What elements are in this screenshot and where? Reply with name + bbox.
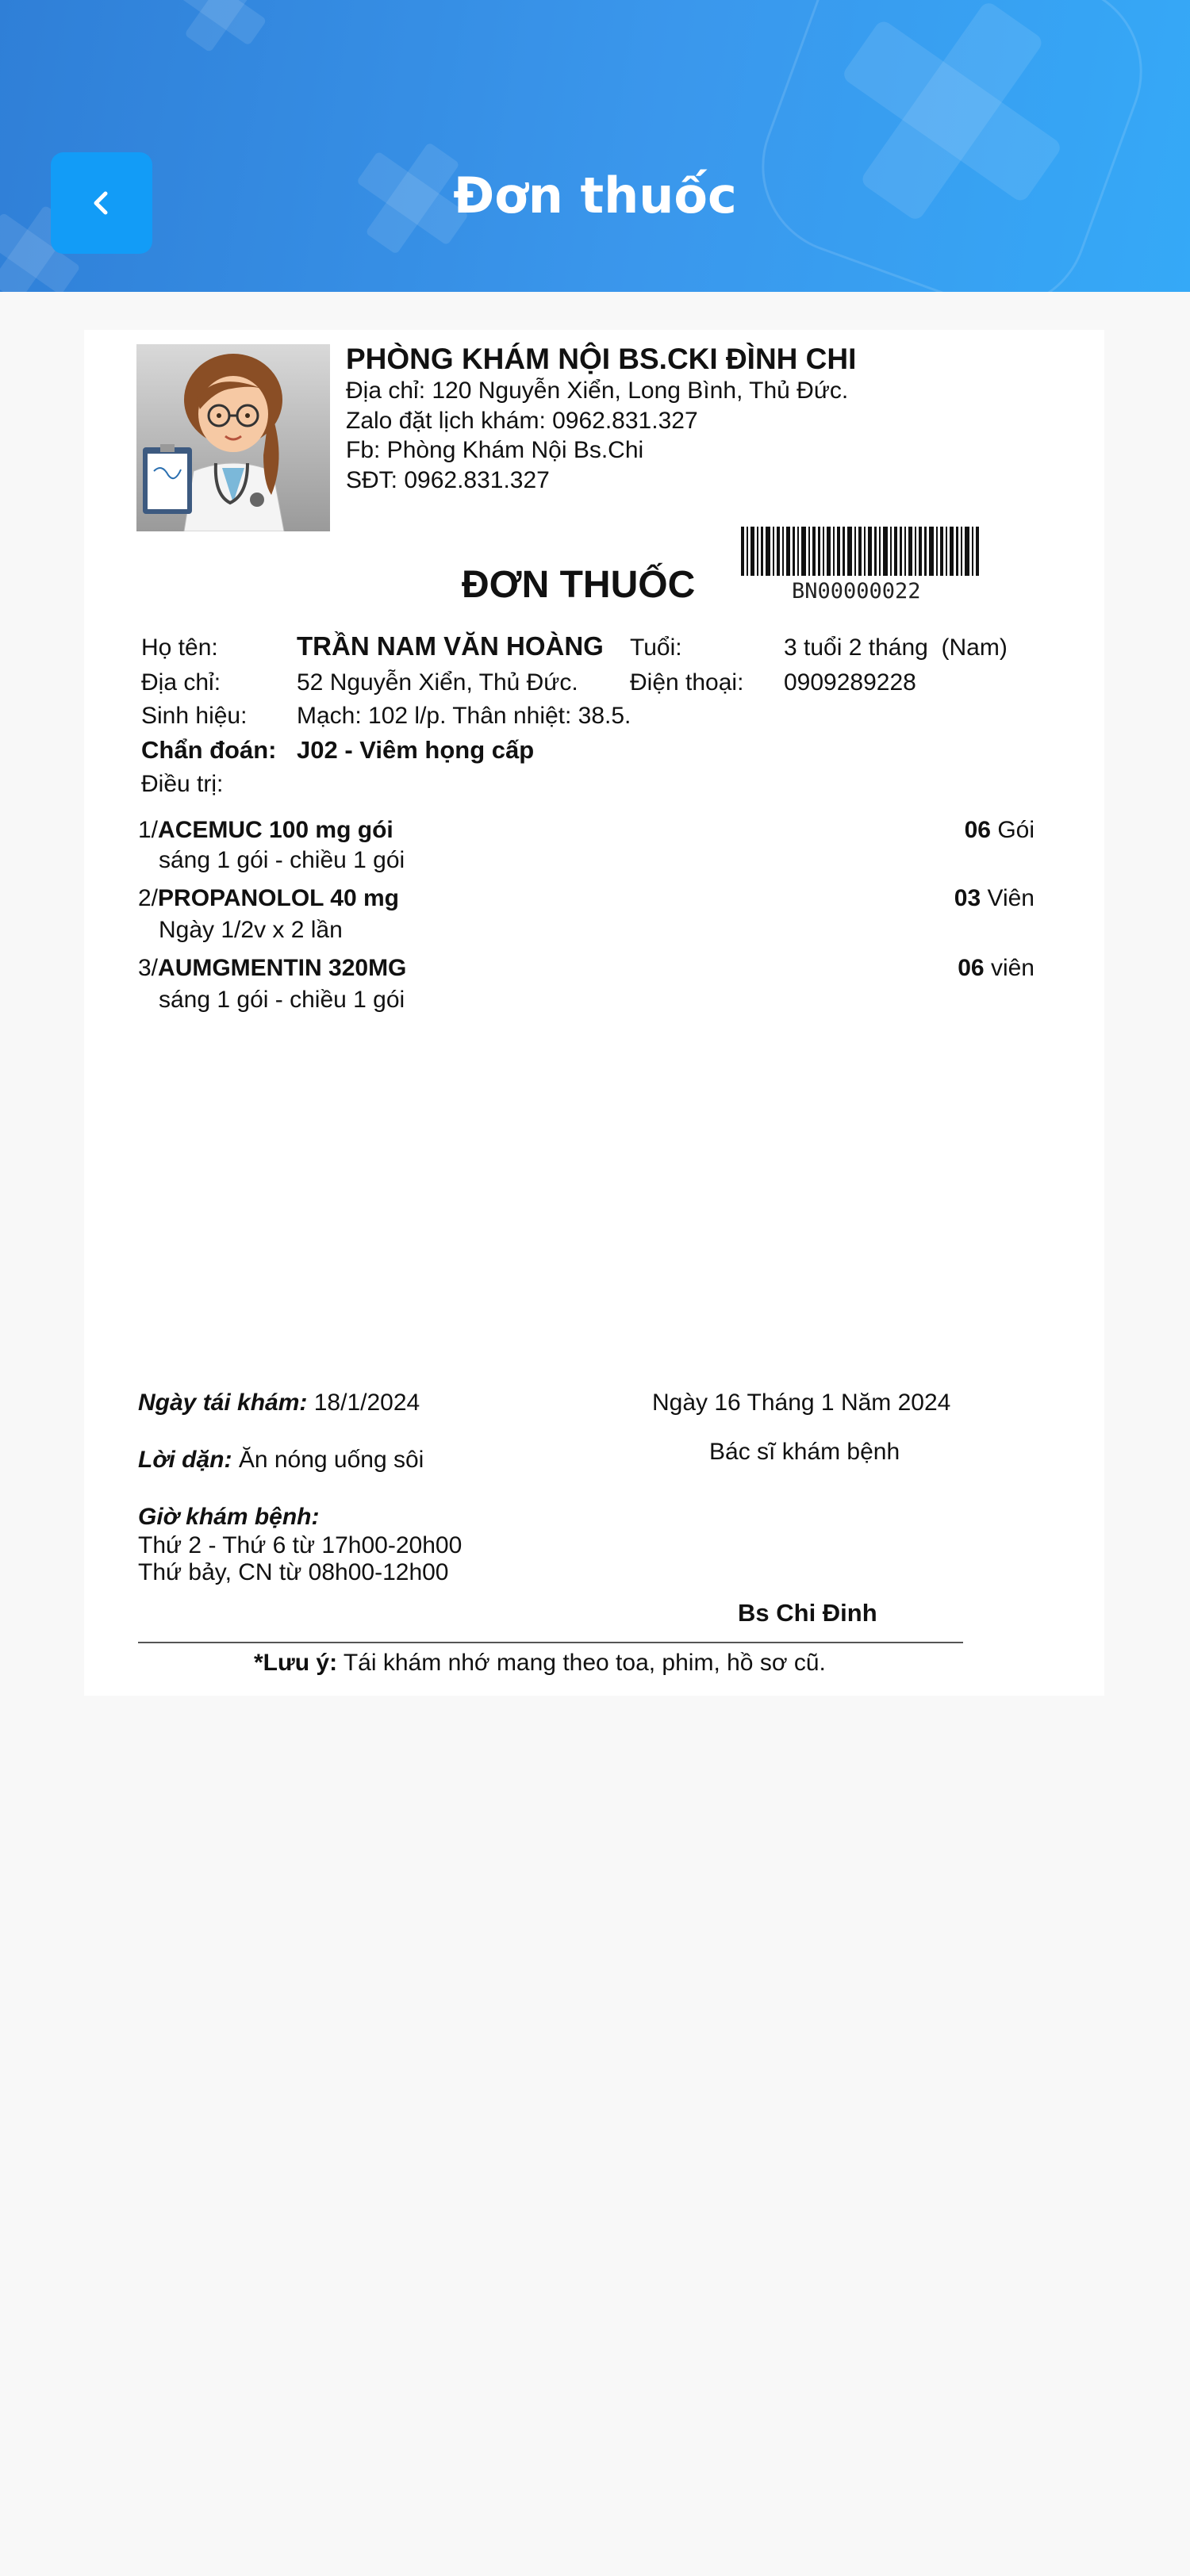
medicine-unit: Viên [987,885,1035,911]
medicine-name: PROPANOLOL 40 mg [158,885,399,911]
medicine-index: 2/ [138,885,159,911]
footer-divider [138,1642,963,1643]
note-row [254,1650,826,1677]
vitals: Mạch: 102 l/p. Thân nhiệt: 38.5. [297,703,631,729]
barcode-number: BN00000022 [792,579,921,604]
doctor-avatar [136,344,330,531]
patient-age: 3 tuổi 2 tháng (Nam) [784,634,1008,661]
revisit-date-row [138,1390,420,1416]
hours-weekday: Thứ 2 - Thứ 6 từ 17h00-20h00 [138,1532,463,1558]
medicine-qty: 06 [964,817,991,843]
medicine-item [138,885,399,912]
advice-row [138,1447,424,1474]
clinic-phone: SĐT: 0962.831.327 [346,467,550,493]
medicine-index: 1/ [138,817,159,843]
doctor-name: Bs Chi Đinh [738,1599,877,1627]
doctor-title: Bác sĩ khám bệnh [709,1439,900,1465]
medicine-quantity [965,817,1035,844]
advice: Ăn nóng uống sôi [238,1447,424,1473]
medicine-dosage: Ngày 1/2v x 2 lần [159,917,343,943]
document-title: ĐƠN THUỐC [462,564,696,606]
medicine-qty: 03 [954,885,981,911]
medicine-name: ACEMUC 100 mg gói [158,817,393,843]
clinic-facebook: Fb: Phòng Khám Nội Bs.Chi [346,437,644,463]
medicine-name: AUMGMENTIN 320MG [158,955,407,981]
medicine-quantity [958,955,1035,982]
app-header [0,0,1190,292]
medicine-item [138,955,406,982]
patient-address-label: Địa chỉ: [141,669,221,696]
medical-cross-decoration [0,0,1190,292]
medicine-index: 3/ [138,955,159,981]
treatment-label: Điều trị: [141,771,224,797]
advice-label: Lời dặn: [138,1447,232,1473]
medicine-dosage: sáng 1 gói - chiều 1 gói [159,987,405,1013]
barcode-icon [741,527,979,576]
note: Tái khám nhớ mang theo toa, phim, hồ sơ cũ. [343,1650,826,1676]
medicine-unit: Gói [997,817,1035,843]
patient-address: 52 Nguyễn Xiển, Thủ Đức. [297,669,578,696]
patient-phone: 0909289228 [784,669,916,696]
revisit-date: 18/1/2024 [313,1390,420,1416]
clinic-name: PHÒNG KHÁM NỘI BS.CKI ĐÌNH CHI [346,343,857,375]
page-title: Đơn thuốc [453,167,737,224]
vitals-label: Sinh hiệu: [141,703,248,729]
medicine-item [138,817,393,844]
clinic-zalo: Zalo đặt lịch khám: 0962.831.327 [346,408,698,434]
patient-name: TRẦN NAM VĂN HOÀNG [297,631,604,661]
issue-date: Ngày 16 Tháng 1 Năm 2024 [652,1390,951,1416]
diagnosis-label: Chẩn đoán: [141,736,277,764]
patient-phone-label: Điện thoại: [630,669,744,696]
patient-name-label: Họ tên: [141,634,218,661]
medicine-dosage: sáng 1 gói - chiều 1 gói [159,847,405,873]
note-label: *Lưu ý: [254,1650,338,1676]
medicine-unit: viên [990,955,1035,981]
clinic-address: Địa chỉ: 120 Nguyễn Xiển, Long Bình, Thủ Đức. [346,378,849,404]
hours-weekend: Thứ bảy, CN từ 08h00-12h00 [138,1559,449,1585]
hours-label: Giờ khám bệnh: [138,1504,320,1530]
patient-age-label: Tuổi: [630,634,682,661]
revisit-label: Ngày tái khám: [138,1390,308,1416]
medicine-quantity [954,885,1035,912]
diagnosis: J02 - Viêm họng cấp [297,736,535,764]
medicine-qty: 06 [958,955,985,981]
